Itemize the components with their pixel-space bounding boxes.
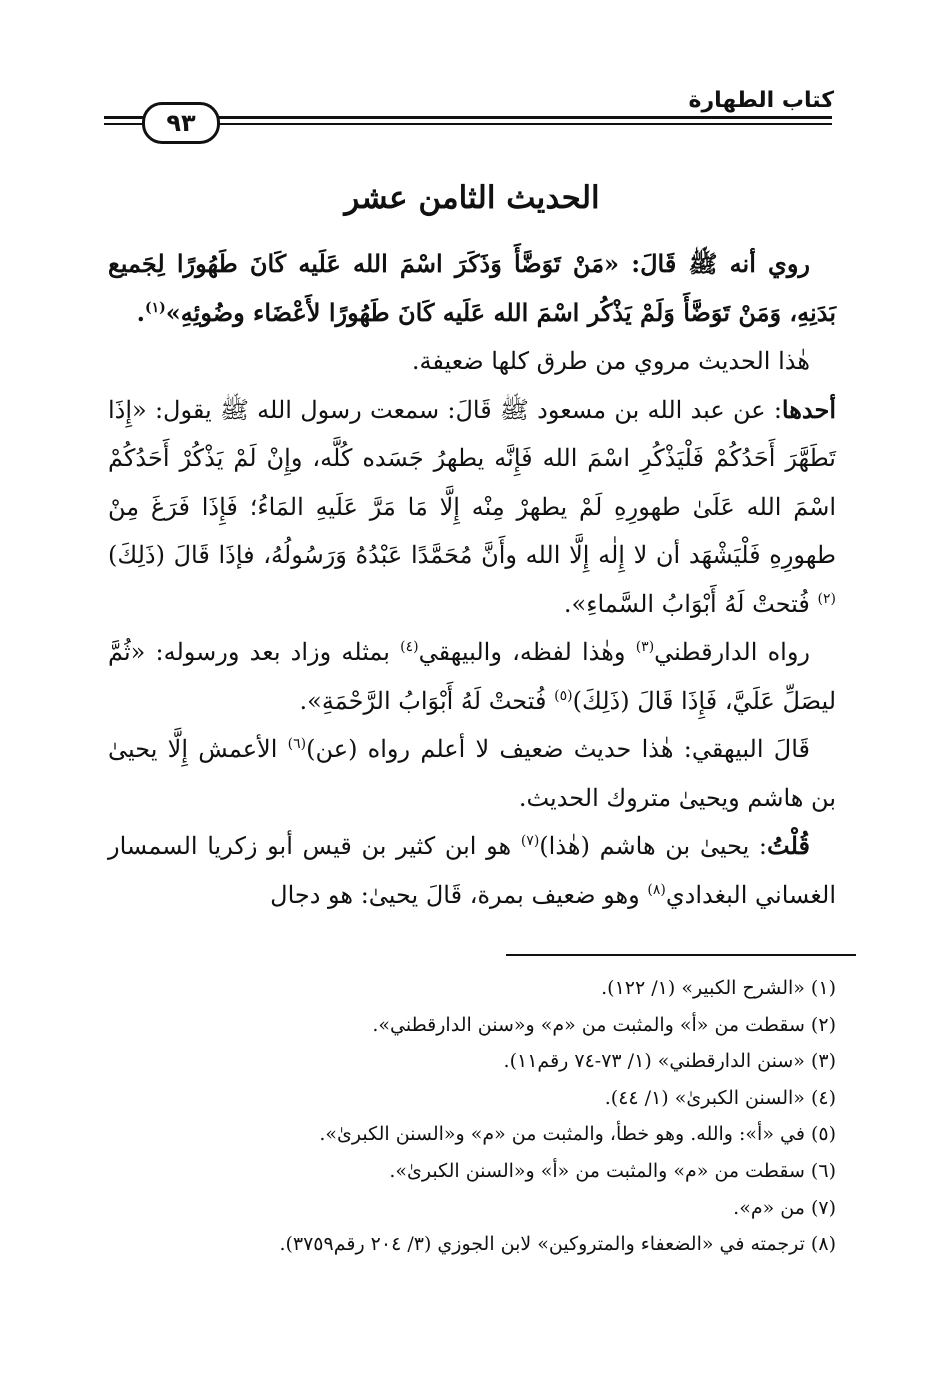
footnote-item: (٦) سقطت من «م» والمثبت من «أ» و«السنن الكبرىٰ». — [389, 1159, 836, 1182]
footnote-ref-8[interactable]: (٨) — [647, 881, 666, 898]
footnote-ref-3[interactable]: (٣) — [635, 639, 655, 655]
paragraph-qultu: قُلْتُ: يحيىٰ بن هاشم (هٰذا)$^{(٧)}$ هو ابن كثير بن قيس أبو زكريا السمسار الغساني البغدادي$^{(٨)}$ وهو ضعيف بمرة، قَالَ يحيىٰ: هو دجال — [108, 831, 836, 909]
book-title: كتاب الطهارة — [688, 88, 834, 113]
footnote-item: (٢) سقطت من «أ» والمثبت من «م» و«سنن الدارقطني». — [372, 1013, 836, 1036]
footnote-ref-2[interactable]: (٢) — [817, 590, 836, 607]
section-heading: الحديث الثامن عشر — [344, 180, 600, 216]
footnote-item: (١) «الشرح الكبير» (١/ ١٢٢). — [601, 977, 836, 999]
footnote-ref-5[interactable]: (٥) — [554, 687, 573, 704]
footnote-separator — [506, 954, 856, 956]
footnote-ref-7[interactable]: (٧) — [520, 833, 540, 849]
paragraph-hadith: روي أنه ﷺ قَالَ: «مَنْ تَوَضَّأَ وَذَكَرَ اسْمَ الله عَلَيه كَانَ طَهُورًا لِجَميع بَدَنِهِ، وَمَنْ تَوَضَّأَ وَلَمْ يَذْكُر اسْمَ الله عَلَيه كَانَ طَهُورًا لأَعْضَاء وضُوئِهِ»$^{(١)}$. — [108, 249, 836, 327]
footnote-item: (٨) ترجمته في «الضعفاء والمتروكين» لابن الجوزي (٣/ ٢٠٤ رقم٣٧٥٩). — [279, 1233, 836, 1256]
footnotes — [96, 970, 836, 1263]
footnote-item: (٧) من «م». — [733, 1196, 836, 1219]
footnote-item: (٥) في «أ»: والله. وهو خطأ، والمثبت من «م» و«السنن الكبرىٰ». — [319, 1123, 836, 1146]
footnote-item: (٣) «سنن الدارقطني» (١/ ٧٣-٧٤ رقم١١). — [503, 1050, 836, 1073]
main-text — [108, 240, 836, 919]
paragraph-intro: هٰذا الحديث مروي من طرق كلها ضعيفة. — [411, 347, 810, 375]
footnote-ref-6[interactable]: (٦) — [287, 736, 307, 752]
footnote-ref-1[interactable]: (١) — [145, 299, 166, 316]
paragraph-bayhaqi: قَالَ البيهقي: هٰذا حديث ضعيف لا أعلم رواه (عن)$^{(٦)}$ الأعمش إِلَّا يحيىٰ بن هاشم ويحيىٰ متروك الحديث. — [108, 735, 836, 812]
paragraph-narration: رواه الدارقطني$^{(٣)}$ وهٰذا لفظه، والبيهقي$^{(٤)}$ بمثله وزاد بعد ورسوله: «ثُمَّ ليصَلِّ عَلَيَّ، فَإِذَا قَالَ (ذَلِكَ)$^{(٥)}$ فُتحتْ لَهُ أَبْوَابُ الرَّحْمَةِ». — [108, 638, 836, 715]
page-number: ٩٣ — [142, 102, 220, 144]
footnote-ref-4[interactable]: (٤) — [400, 639, 419, 655]
footnote-item: (٤) «السنن الكبرىٰ» (١/ ٤٤). — [604, 1086, 836, 1109]
paragraph-first-route: أحدها: عن عبد الله بن مسعود ﷺ قَالَ: سمعت رسول الله ﷺ يقول: «إِذَا تَطَهَّرَ أَحَدُكُمْ فَلْيَذْكُرِ اسْمَ الله فَإِنَّه يطهرُ جَسَده كُلَّه، وإِنْ لَمْ يَذْكُرْ أَحَدُكُمْ اسْمَ الله عَلَىٰ طهورِهِ لَمْ يطهرْ مِنْه إِلَّا مَا مَرَّ عَلَيهِ المَاءُ؛ فَإِذَا فَرَغَ مِنْ طهورِهِ فَلْيَشْهَد أن لا إِلٰه إِلَّا الله وأَنَّ مُحَمَّدًا عَبْدُهُ وَرَسُولُهُ، فإذَا قَالَ (ذَلِكَ)$^{(٢)}$ فُتحتْ لَهُ أَبْوَابُ السَّماءِ». — [108, 394, 836, 618]
